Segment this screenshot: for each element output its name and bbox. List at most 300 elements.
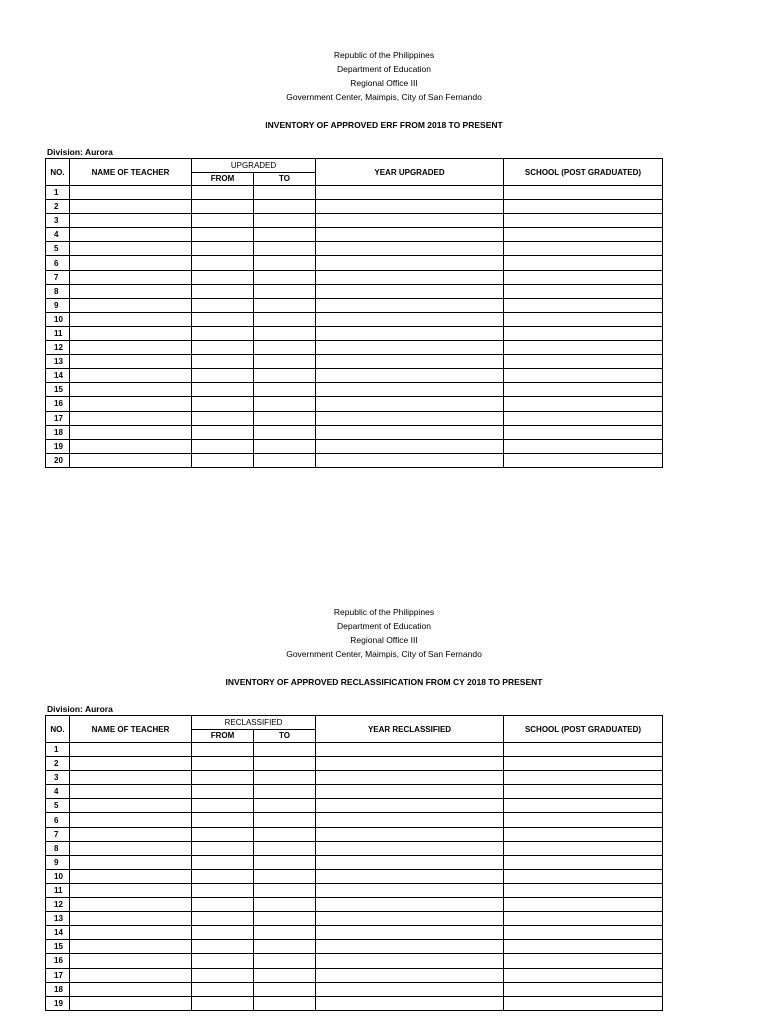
from-cell <box>192 771 254 785</box>
row-number: 7 <box>46 827 70 841</box>
row-number: 18 <box>46 425 70 439</box>
teacher-name-cell <box>70 743 192 757</box>
from-cell <box>192 369 254 383</box>
table-row <box>46 771 663 785</box>
school-cell <box>504 799 663 813</box>
table-row <box>46 200 663 214</box>
col-year-header: YEAR RECLASSIFIED <box>316 716 504 743</box>
school-cell <box>504 771 663 785</box>
to-cell <box>254 926 316 940</box>
year-cell <box>316 968 504 982</box>
school-cell <box>504 369 663 383</box>
teacher-name-cell <box>70 757 192 771</box>
table-row <box>46 341 663 355</box>
table-row <box>46 827 663 841</box>
school-cell <box>504 453 663 467</box>
table-row <box>46 926 663 940</box>
teacher-name-cell <box>70 298 192 312</box>
school-cell <box>504 898 663 912</box>
from-cell <box>192 954 254 968</box>
row-number: 17 <box>46 968 70 982</box>
row-number: 11 <box>46 883 70 897</box>
teacher-name-cell <box>70 883 192 897</box>
teacher-name-cell <box>70 200 192 214</box>
row-number: 5 <box>46 799 70 813</box>
year-cell <box>316 912 504 926</box>
school-cell <box>504 256 663 270</box>
to-cell <box>254 411 316 425</box>
teacher-name-cell <box>70 855 192 869</box>
to-cell <box>254 968 316 982</box>
from-cell <box>192 312 254 326</box>
agency-header <box>0 605 768 661</box>
row-number: 13 <box>46 912 70 926</box>
teacher-name-cell <box>70 799 192 813</box>
row-number: 19 <box>46 996 70 1010</box>
year-cell <box>316 411 504 425</box>
row-number: 4 <box>46 785 70 799</box>
from-cell <box>192 799 254 813</box>
header-department: Department of Education <box>336 621 432 631</box>
from-cell <box>192 841 254 855</box>
school-cell <box>504 312 663 326</box>
school-cell <box>504 186 663 200</box>
header-address: Government Center, Maimpis, City of San Fernando <box>286 92 482 102</box>
teacher-name-cell <box>70 912 192 926</box>
to-cell <box>254 743 316 757</box>
school-cell <box>504 270 663 284</box>
from-cell <box>192 940 254 954</box>
year-cell <box>316 383 504 397</box>
table-row <box>46 242 663 256</box>
year-cell <box>316 799 504 813</box>
row-number: 2 <box>46 757 70 771</box>
col-no-header: NO. <box>46 159 70 186</box>
to-cell <box>254 996 316 1010</box>
row-number: 15 <box>46 940 70 954</box>
table-row <box>46 954 663 968</box>
teacher-name-cell <box>70 785 192 799</box>
to-cell <box>254 785 316 799</box>
to-cell <box>254 312 316 326</box>
row-number: 20 <box>46 453 70 467</box>
to-cell <box>254 397 316 411</box>
row-number: 10 <box>46 312 70 326</box>
teacher-name-cell <box>70 284 192 298</box>
school-cell <box>504 383 663 397</box>
teacher-name-cell <box>70 827 192 841</box>
row-number: 6 <box>46 813 70 827</box>
school-cell <box>504 883 663 897</box>
school-cell <box>504 439 663 453</box>
school-cell <box>504 355 663 369</box>
school-cell <box>504 411 663 425</box>
to-cell <box>254 841 316 855</box>
to-cell <box>254 827 316 841</box>
row-number: 12 <box>46 341 70 355</box>
teacher-name-cell <box>70 341 192 355</box>
table-row <box>46 813 663 827</box>
to-cell <box>254 228 316 242</box>
year-cell <box>316 926 504 940</box>
teacher-name-cell <box>70 425 192 439</box>
to-cell <box>254 757 316 771</box>
from-cell <box>192 242 254 256</box>
table-row <box>46 355 663 369</box>
table-row <box>46 785 663 799</box>
teacher-name-cell <box>70 355 192 369</box>
teacher-name-cell <box>70 186 192 200</box>
year-cell <box>316 813 504 827</box>
col-from-header: FROM <box>192 172 254 186</box>
from-cell <box>192 355 254 369</box>
school-cell <box>504 341 663 355</box>
from-cell <box>192 453 254 467</box>
school-cell <box>504 912 663 926</box>
year-cell <box>316 341 504 355</box>
year-cell <box>316 869 504 883</box>
teacher-name-cell <box>70 214 192 228</box>
to-cell <box>254 270 316 284</box>
from-cell <box>192 813 254 827</box>
to-cell <box>254 425 316 439</box>
teacher-name-cell <box>70 411 192 425</box>
from-cell <box>192 912 254 926</box>
to-cell <box>254 439 316 453</box>
table-row <box>46 883 663 897</box>
table-row <box>46 411 663 425</box>
year-cell <box>316 284 504 298</box>
teacher-name-cell <box>70 841 192 855</box>
table-row <box>46 397 663 411</box>
from-cell <box>192 996 254 1010</box>
from-cell <box>192 855 254 869</box>
to-cell <box>254 186 316 200</box>
year-cell <box>316 425 504 439</box>
year-cell <box>316 186 504 200</box>
teacher-name-cell <box>70 397 192 411</box>
teacher-name-cell <box>70 926 192 940</box>
to-cell <box>254 912 316 926</box>
col-name-header: NAME OF TEACHER <box>70 159 192 186</box>
school-cell <box>504 926 663 940</box>
table-row <box>46 982 663 996</box>
from-cell <box>192 228 254 242</box>
teacher-name-cell <box>70 312 192 326</box>
school-cell <box>504 869 663 883</box>
row-number: 16 <box>46 954 70 968</box>
year-cell <box>316 827 504 841</box>
col-to-header: TO <box>254 729 316 743</box>
row-number: 4 <box>46 228 70 242</box>
table-row <box>46 841 663 855</box>
from-cell <box>192 439 254 453</box>
teacher-name-cell <box>70 982 192 996</box>
from-cell <box>192 425 254 439</box>
teacher-name-cell <box>70 270 192 284</box>
row-number: 13 <box>46 355 70 369</box>
row-number: 14 <box>46 369 70 383</box>
table-row <box>46 996 663 1010</box>
school-cell <box>504 242 663 256</box>
row-number: 1 <box>46 743 70 757</box>
row-number: 18 <box>46 982 70 996</box>
teacher-name-cell <box>70 256 192 270</box>
year-cell <box>316 771 504 785</box>
year-cell <box>316 369 504 383</box>
teacher-name-cell <box>70 771 192 785</box>
form1-title: INVENTORY OF APPROVED ERF FROM 2018 TO PRESENT <box>265 120 503 130</box>
to-cell <box>254 341 316 355</box>
teacher-name-cell <box>70 439 192 453</box>
form2-table <box>45 715 663 1011</box>
teacher-name-cell <box>70 242 192 256</box>
year-cell <box>316 954 504 968</box>
year-cell <box>316 841 504 855</box>
to-cell <box>254 214 316 228</box>
row-number: 1 <box>46 186 70 200</box>
year-cell <box>316 940 504 954</box>
row-number: 15 <box>46 383 70 397</box>
table-row <box>46 256 663 270</box>
col-to-header: TO <box>254 172 316 186</box>
year-cell <box>316 996 504 1010</box>
row-number: 11 <box>46 326 70 340</box>
table-row <box>46 799 663 813</box>
school-cell <box>504 940 663 954</box>
from-cell <box>192 869 254 883</box>
year-cell <box>316 898 504 912</box>
row-number: 9 <box>46 298 70 312</box>
school-cell <box>504 855 663 869</box>
to-cell <box>254 883 316 897</box>
from-cell <box>192 270 254 284</box>
year-cell <box>316 785 504 799</box>
from-cell <box>192 898 254 912</box>
header-regional-office: Regional Office III <box>350 78 418 88</box>
teacher-name-cell <box>70 326 192 340</box>
table-row <box>46 743 663 757</box>
to-cell <box>254 383 316 397</box>
header-department: Department of Education <box>336 64 432 74</box>
to-cell <box>254 940 316 954</box>
school-cell <box>504 757 663 771</box>
school-cell <box>504 326 663 340</box>
from-cell <box>192 827 254 841</box>
school-cell <box>504 954 663 968</box>
to-cell <box>254 355 316 369</box>
to-cell <box>254 369 316 383</box>
from-cell <box>192 743 254 757</box>
year-cell <box>316 256 504 270</box>
row-number: 3 <box>46 771 70 785</box>
from-cell <box>192 982 254 996</box>
from-cell <box>192 284 254 298</box>
col-reclassified-header: RECLASSIFIED <box>192 716 316 730</box>
school-cell <box>504 996 663 1010</box>
year-cell <box>316 982 504 996</box>
from-cell <box>192 214 254 228</box>
col-year-header: YEAR UPGRADED <box>316 159 504 186</box>
school-cell <box>504 982 663 996</box>
to-cell <box>254 954 316 968</box>
table-row <box>46 284 663 298</box>
teacher-name-cell <box>70 228 192 242</box>
year-cell <box>316 200 504 214</box>
year-cell <box>316 883 504 897</box>
year-cell <box>316 270 504 284</box>
teacher-name-cell <box>70 968 192 982</box>
to-cell <box>254 200 316 214</box>
year-cell <box>316 397 504 411</box>
teacher-name-cell <box>70 383 192 397</box>
form1-header <box>0 48 768 132</box>
table-row <box>46 383 663 397</box>
from-cell <box>192 397 254 411</box>
school-cell <box>504 813 663 827</box>
to-cell <box>254 799 316 813</box>
to-cell <box>254 869 316 883</box>
school-cell <box>504 425 663 439</box>
teacher-name-cell <box>70 369 192 383</box>
table-row <box>46 369 663 383</box>
year-cell <box>316 312 504 326</box>
teacher-name-cell <box>70 453 192 467</box>
from-cell <box>192 785 254 799</box>
row-number: 8 <box>46 284 70 298</box>
col-school-header: SCHOOL (POST GRADUATED) <box>504 159 663 186</box>
school-cell <box>504 743 663 757</box>
to-cell <box>254 982 316 996</box>
table-row <box>46 186 663 200</box>
school-cell <box>504 214 663 228</box>
year-cell <box>316 228 504 242</box>
form1-table <box>45 158 663 468</box>
from-cell <box>192 341 254 355</box>
form1-division: Division: Aurora <box>47 147 113 157</box>
teacher-name-cell <box>70 954 192 968</box>
table-row <box>46 425 663 439</box>
col-name-header: NAME OF TEACHER <box>70 716 192 743</box>
from-cell <box>192 883 254 897</box>
to-cell <box>254 242 316 256</box>
to-cell <box>254 898 316 912</box>
from-cell <box>192 968 254 982</box>
from-cell <box>192 411 254 425</box>
table-row <box>46 228 663 242</box>
teacher-name-cell <box>70 996 192 1010</box>
row-number: 2 <box>46 200 70 214</box>
to-cell <box>254 326 316 340</box>
table-row <box>46 757 663 771</box>
table-row <box>46 898 663 912</box>
col-upgraded-header: UPGRADED <box>192 159 316 173</box>
table-row <box>46 940 663 954</box>
row-number: 12 <box>46 898 70 912</box>
year-cell <box>316 743 504 757</box>
from-cell <box>192 256 254 270</box>
col-no-header: NO. <box>46 716 70 743</box>
row-number: 5 <box>46 242 70 256</box>
row-number: 19 <box>46 439 70 453</box>
table-row <box>46 912 663 926</box>
table-row <box>46 214 663 228</box>
table-row <box>46 968 663 982</box>
school-cell <box>504 785 663 799</box>
row-number: 6 <box>46 256 70 270</box>
from-cell <box>192 326 254 340</box>
from-cell <box>192 383 254 397</box>
col-from-header: FROM <box>192 729 254 743</box>
year-cell <box>316 355 504 369</box>
to-cell <box>254 298 316 312</box>
school-cell <box>504 841 663 855</box>
table-row <box>46 298 663 312</box>
teacher-name-cell <box>70 813 192 827</box>
table-row <box>46 869 663 883</box>
school-cell <box>504 968 663 982</box>
school-cell <box>504 397 663 411</box>
year-cell <box>316 242 504 256</box>
row-number: 7 <box>46 270 70 284</box>
agency-header <box>0 48 768 104</box>
table-row <box>46 453 663 467</box>
to-cell <box>254 284 316 298</box>
col-school-header: SCHOOL (POST GRADUATED) <box>504 716 663 743</box>
school-cell <box>504 228 663 242</box>
to-cell <box>254 256 316 270</box>
year-cell <box>316 326 504 340</box>
table-row <box>46 326 663 340</box>
from-cell <box>192 298 254 312</box>
row-number: 9 <box>46 855 70 869</box>
to-cell <box>254 813 316 827</box>
to-cell <box>254 453 316 467</box>
teacher-name-cell <box>70 869 192 883</box>
from-cell <box>192 926 254 940</box>
year-cell <box>316 453 504 467</box>
school-cell <box>504 827 663 841</box>
row-number: 17 <box>46 411 70 425</box>
year-cell <box>316 855 504 869</box>
form2-header <box>0 605 768 689</box>
form2-division: Division: Aurora <box>47 704 113 714</box>
to-cell <box>254 771 316 785</box>
table-row <box>46 439 663 453</box>
teacher-name-cell <box>70 898 192 912</box>
row-number: 10 <box>46 869 70 883</box>
table-row <box>46 270 663 284</box>
header-address: Government Center, Maimpis, City of San Fernando <box>286 649 482 659</box>
year-cell <box>316 214 504 228</box>
from-cell <box>192 200 254 214</box>
table-row <box>46 312 663 326</box>
row-number: 16 <box>46 397 70 411</box>
from-cell <box>192 757 254 771</box>
from-cell <box>192 186 254 200</box>
school-cell <box>504 284 663 298</box>
year-cell <box>316 298 504 312</box>
to-cell <box>254 855 316 869</box>
header-regional-office: Regional Office III <box>350 635 418 645</box>
school-cell <box>504 298 663 312</box>
table-row <box>46 855 663 869</box>
year-cell <box>316 439 504 453</box>
header-republic: Republic of the Philippines <box>333 607 435 617</box>
form2-title: INVENTORY OF APPROVED RECLASSIFICATION FROM CY 2018 TO PRESENT <box>225 677 543 687</box>
year-cell <box>316 757 504 771</box>
teacher-name-cell <box>70 940 192 954</box>
